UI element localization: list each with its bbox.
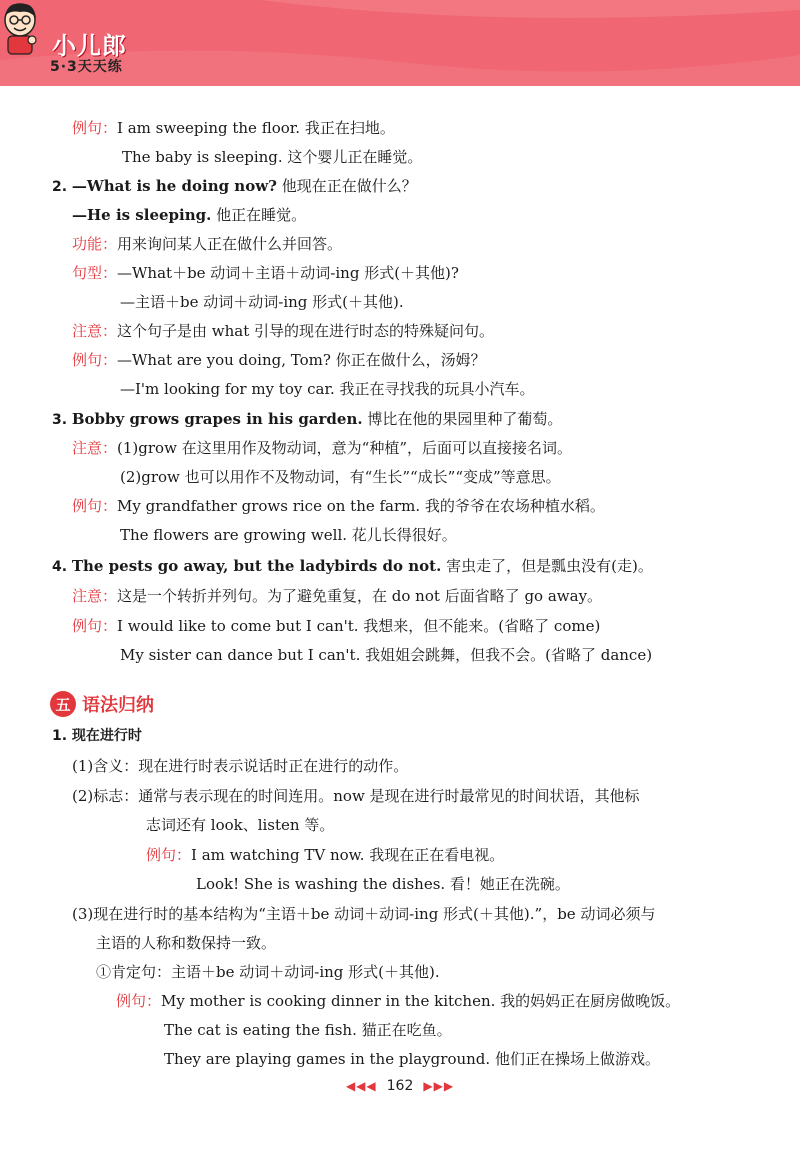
grammar-line: (1)含义：现在进行时表示说话时正在进行的动作。 bbox=[72, 757, 409, 775]
example-line: 例句：I am sweeping the floor. 我正在扫地。 bbox=[72, 119, 395, 137]
right-arrows-icon: ▶▶▶ bbox=[423, 1079, 455, 1093]
grammar-heading: 1. 现在进行时 bbox=[52, 728, 142, 744]
grammar-line: (2)标志：通常与表示现在的时间连用。now 是现在进行时最常见的时间状语，其他标 bbox=[72, 787, 640, 805]
point-heading: 3. Bobby grows grapes in his garden. 博比在他的果园里种了葡萄。 bbox=[52, 410, 563, 428]
example-line: The baby is sleeping. 这个婴儿正在睡觉。 bbox=[122, 148, 423, 166]
note-line: 注意：(1)grow 在这里用作及物动词，意为“种植”，后面可以直接接名词。 bbox=[72, 439, 573, 457]
example-line: —I'm looking for my toy car. 我正在寻找我的玩具小汽车。 bbox=[120, 380, 535, 398]
section-number-badge: 五 bbox=[50, 691, 76, 717]
example-line: 例句：—What are you doing, Tom? 你正在做什么，汤姆？ bbox=[72, 351, 486, 369]
point-heading: 4. The pests go away, but the ladybirds do not. 害虫走了，但是瓢虫没有(走)。 bbox=[52, 557, 653, 575]
label-example: 例句： bbox=[72, 119, 118, 137]
example-line: The flowers are growing well. 花儿长得很好。 bbox=[120, 526, 457, 544]
section-title: 语法归纳 bbox=[82, 695, 154, 716]
section-heading bbox=[50, 691, 154, 717]
grammar-line: 主语的人称和数保持一致。 bbox=[96, 934, 277, 952]
example-line: 例句：My mother is cooking dinner in the kitchen. 我的妈妈正在厨房做晚饭。 bbox=[116, 992, 681, 1010]
point-heading: 2. —What is he doing now? 他现在正在做什么？ bbox=[52, 177, 417, 195]
grammar-line: (3)现在进行时的基本结构为“主语＋be 动词＋动词-ing 形式(＋其他).”，be 动词必须与 bbox=[72, 905, 656, 923]
mascot-icon bbox=[0, 0, 40, 56]
function-line: 功能：用来询问某人正在做什么并回答。 bbox=[72, 235, 343, 253]
note-line: 注意：这个句子是由 what 引导的现在进行时态的特殊疑问句。 bbox=[72, 322, 495, 340]
pattern-line: 句型：—What＋be 动词＋主语＋动词-ing 形式(＋其他)? bbox=[72, 264, 459, 282]
page-number: 162 bbox=[386, 1078, 414, 1094]
point-heading: —He is sleeping. 他正在睡觉。 bbox=[72, 206, 307, 224]
brand-logo: 小儿郎 bbox=[52, 32, 127, 60]
note-line: 注意：这是一个转折并列句。为了避免重复，在 do not 后面省略了 go away。 bbox=[72, 587, 603, 605]
example-line: They are playing games in the playground. 他们正在操场上做游戏。 bbox=[164, 1050, 660, 1068]
pattern-line: —主语＋be 动词＋动词-ing 形式(＋其他). bbox=[120, 293, 404, 311]
page-header bbox=[0, 0, 800, 86]
note-line: (2)grow 也可以用作不及物动词，有“生长”“成长”“变成”等意思。 bbox=[120, 468, 561, 486]
example-line: The cat is eating the fish. 猫正在吃鱼。 bbox=[164, 1021, 452, 1039]
left-arrows-icon: ◀◀◀ bbox=[345, 1079, 377, 1093]
grammar-line: 志词还有 look、listen 等。 bbox=[146, 816, 335, 834]
example-line: Look! She is washing the dishes. 看！她正在洗碗。 bbox=[196, 875, 570, 893]
grammar-line: ①肯定句：主语＋be 动词＋动词-ing 形式(＋其他). bbox=[96, 963, 440, 981]
example-line: My sister can dance but I can't. 我姐姐会跳舞，但我不会。(省略了 dance) bbox=[120, 646, 653, 664]
series-name: 5·3天天练 bbox=[50, 59, 123, 75]
example-line: 例句：I would like to come but I can't. 我想来，但不能来。(省略了 come) bbox=[72, 617, 601, 635]
example-line: 例句：My grandfather grows rice on the farm. 我的爷爷在农场种植水稻。 bbox=[72, 497, 605, 515]
example-line: 例句：I am watching TV now. 我现在正在看电视。 bbox=[146, 846, 505, 864]
page-footer bbox=[0, 1074, 800, 1098]
